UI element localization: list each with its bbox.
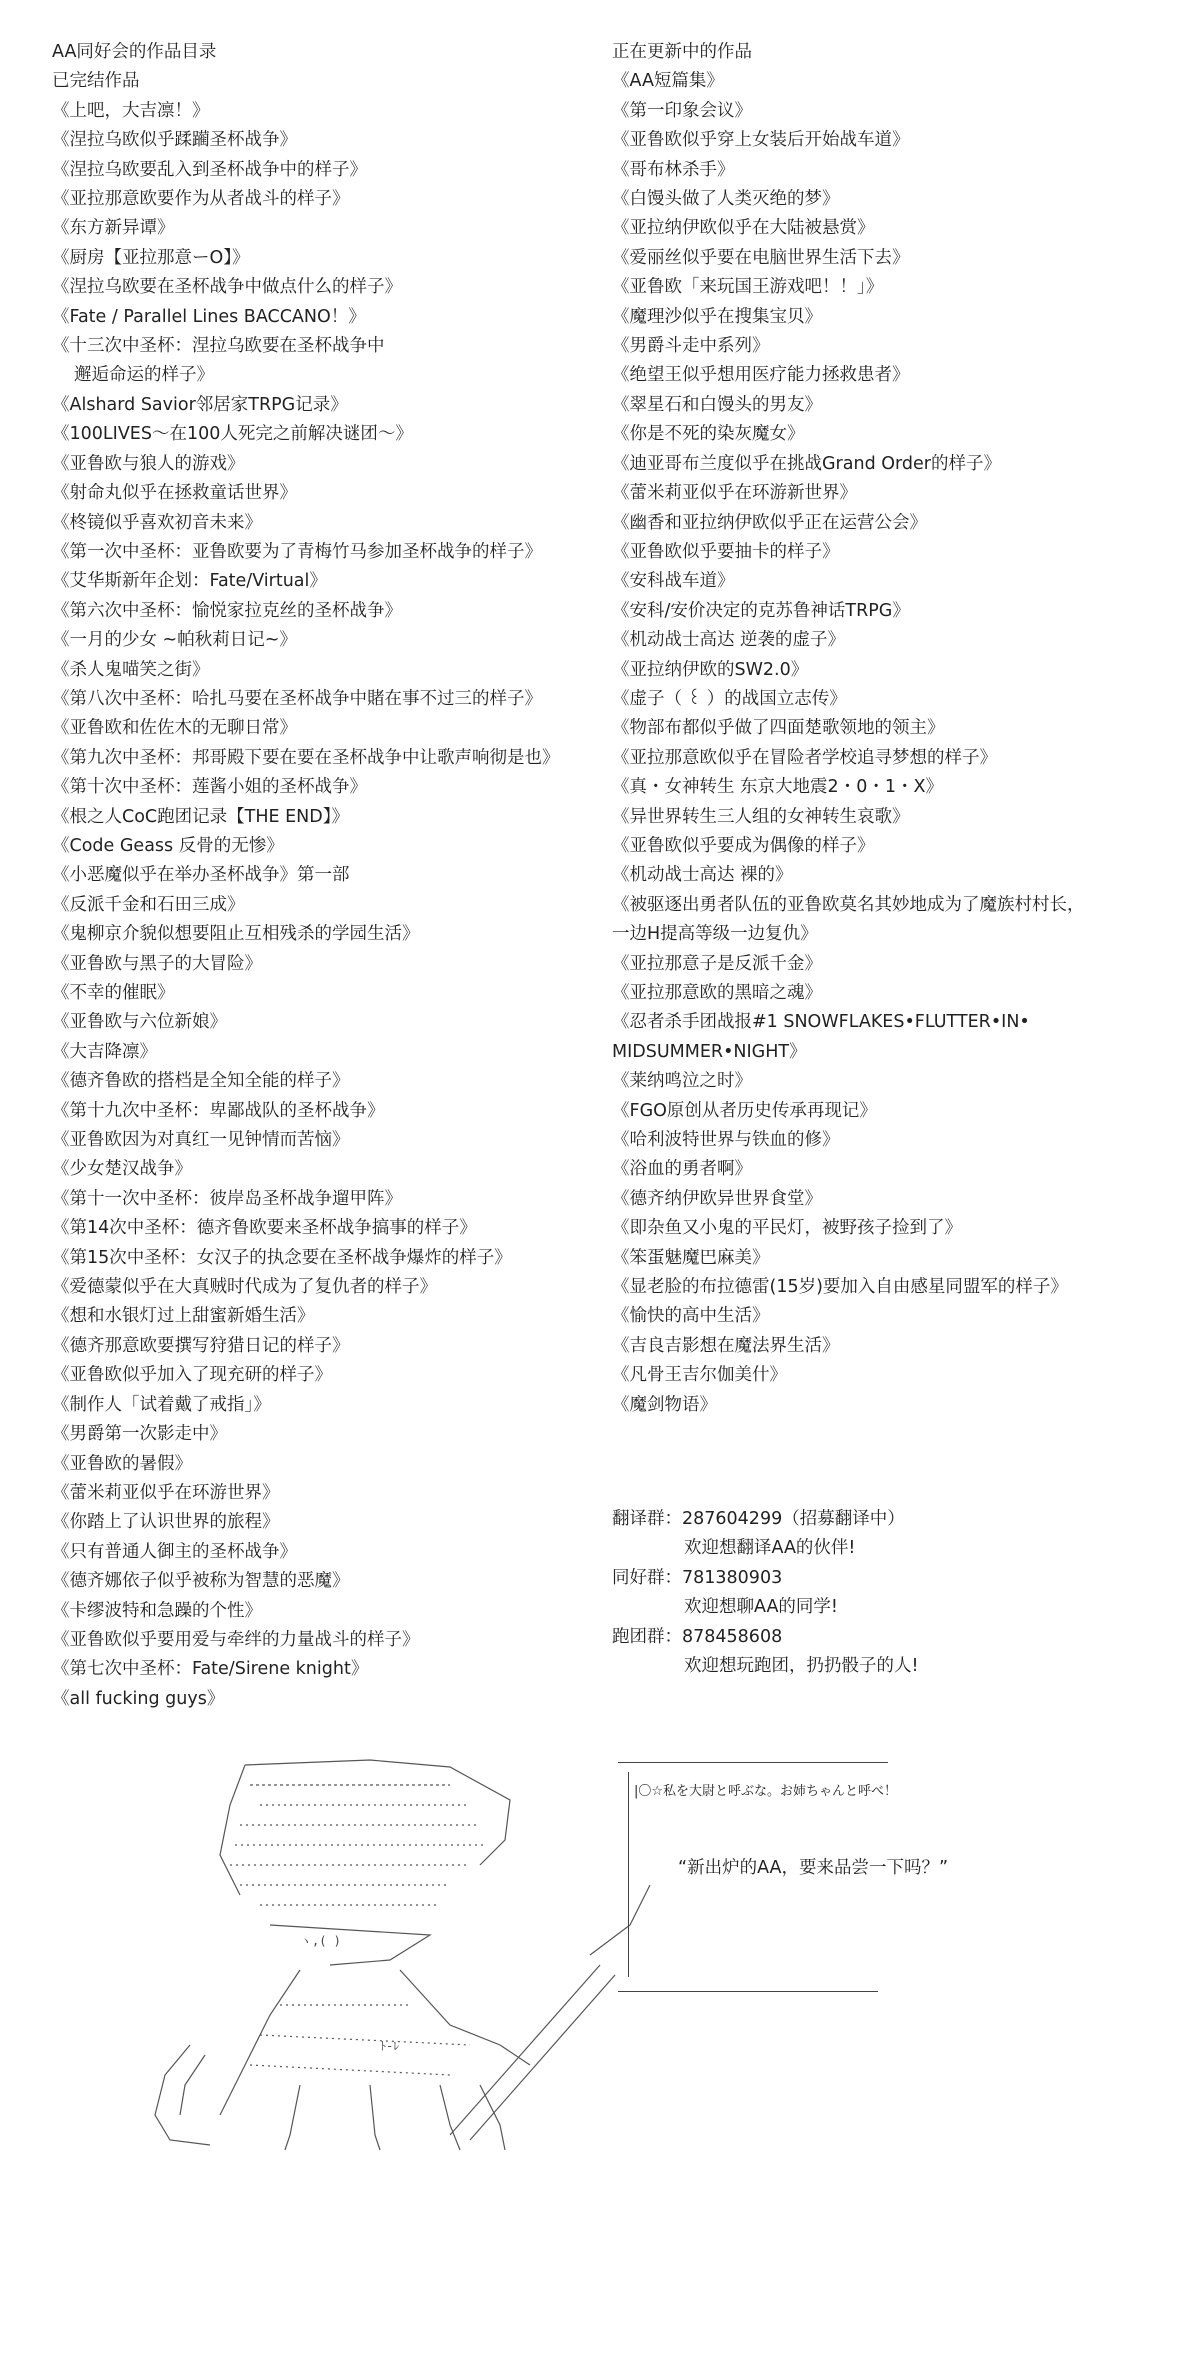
bubble-note-text: |〇☆私を大尉と呼ぶな。お姉ちゃんと呼べ！ bbox=[634, 1784, 898, 1799]
work-title: 《男爵第一次影走中》 bbox=[52, 1424, 227, 1445]
work-title: 《哈利波特世界与铁血的修》 bbox=[612, 1130, 840, 1151]
contact-row bbox=[612, 1564, 1172, 1593]
work-title: 《即杂鱼又小鬼的平民灯，被野孩子捡到了》 bbox=[612, 1218, 962, 1239]
contact-row bbox=[612, 1623, 1172, 1652]
speech-bubble bbox=[618, 1762, 1078, 1992]
group-contacts bbox=[612, 1505, 1172, 1681]
work-title: 《爱丽丝似乎要在电脑世界生活下去》 bbox=[612, 247, 910, 268]
bubble-side-border bbox=[628, 1772, 629, 1977]
work-title: 《亚拉纳伊欧似乎在大陆被悬赏》 bbox=[612, 218, 875, 239]
work-title: 《亚鲁欧似乎要成为偶像的样子》 bbox=[612, 835, 875, 856]
work-title: 《第十次中圣杯：莲酱小姐的圣杯战争》 bbox=[52, 777, 367, 798]
contact-number: 878458608 bbox=[682, 1626, 783, 1647]
work-title: 《亚鲁欧似乎要抽卡的样子》 bbox=[612, 541, 840, 562]
work-title: 《涅拉乌欧似乎蹂躏圣杯战争》 bbox=[52, 130, 297, 151]
work-title: 《亚鲁欧与黑子的大冒险》 bbox=[52, 953, 262, 974]
work-title: 《安科/安价决定的克苏鲁神话TRPG》 bbox=[612, 600, 910, 621]
work-title: 《厨房【亚拉那意ーO】》 bbox=[52, 247, 250, 268]
work-title: 《翠星石和白馒头的男友》 bbox=[612, 394, 822, 415]
work-title: 《100LIVES～在100人死完之前解决谜团～》 bbox=[52, 424, 413, 445]
work-title: 邂逅命运的样子》 bbox=[74, 365, 214, 386]
work-title: 《亚鲁欧「来玩国王游戏吧！！」》 bbox=[612, 277, 884, 298]
work-title: 《魔理沙似乎在搜集宝贝》 bbox=[612, 306, 822, 327]
work-title: 《东方新异谭》 bbox=[52, 218, 175, 239]
work-title: 《第十一次中圣杯：彼岸岛圣杯战争遛甲阵》 bbox=[52, 1188, 402, 1209]
work-title: 《小恶魔似乎在举办圣杯战争》第一部 bbox=[52, 865, 350, 886]
aa-mark-text: ﾄ-ﾚ bbox=[380, 2039, 400, 2053]
work-title: 《笨蛋魅魔巴麻美》 bbox=[612, 1247, 770, 1268]
work-title: 《德齐纳伊欧异世界食堂》 bbox=[612, 1188, 822, 1209]
ongoing-works-column bbox=[612, 38, 1192, 1420]
work-title: 《白馒头做了人类灭绝的梦》 bbox=[612, 189, 840, 210]
contact-label: 跑团群： bbox=[612, 1626, 682, 1647]
work-title: 《幽香和亚拉纳伊欧似乎正在运营公会》 bbox=[612, 512, 927, 533]
work-title: 《反派千金和石田三成》 bbox=[52, 894, 245, 915]
work-title: MIDSUMMER•NIGHT》 bbox=[612, 1041, 807, 1062]
bubble-quote-text: “新出炉的AA，要来品尝一下吗？” bbox=[678, 1858, 949, 1878]
work-title: 《你踏上了认识世界的旅程》 bbox=[52, 1512, 280, 1533]
work-title: 《鬼柳京介貌似想要阻止互相残杀的学园生活》 bbox=[52, 924, 420, 945]
work-title: 《艾华斯新年企划：Fate/Virtual》 bbox=[52, 571, 327, 592]
work-title: 《虚子（ ꒰ ）的战国立志传》 bbox=[612, 688, 847, 709]
work-title: 《射命丸似乎在拯救童话世界》 bbox=[52, 483, 297, 504]
work-title: 《第15次中圣杯：女汉子的执念要在圣杯战争爆炸的样子》 bbox=[52, 1247, 512, 1268]
work-title: 《亚拉纳伊欧的SW2.0》 bbox=[612, 659, 809, 680]
work-title: 《爱德蒙似乎在大真贼时代成为了复仇者的样子》 bbox=[52, 1277, 437, 1298]
work-title: 《亚鲁欧与狼人的游戏》 bbox=[52, 453, 245, 474]
work-title: 《德齐那意欧要撰写狩猎日记的样子》 bbox=[52, 1335, 350, 1356]
work-title: 《大吉降凛》 bbox=[52, 1041, 157, 1062]
work-title: 《第九次中圣杯：邦哥殿下要在要在圣杯战争中让歌声响彻是也》 bbox=[52, 747, 560, 768]
work-title: 《机动战士高达 裸的》 bbox=[612, 865, 793, 886]
work-title: 《杀人鬼喵笑之街》 bbox=[52, 659, 210, 680]
work-title: 《蕾米莉亚似乎在环游世界》 bbox=[52, 1482, 280, 1503]
contact-note: 欢迎想聊AA的同学! bbox=[684, 1597, 838, 1618]
work-title: 《亚鲁欧似乎要用爱与牵绊的力量战斗的样子》 bbox=[52, 1629, 420, 1650]
work-title: 《男爵斗走中系列》 bbox=[612, 336, 770, 357]
work-title: 《Code Geass 反骨的无惨》 bbox=[52, 835, 284, 856]
work-title: 《涅拉乌欧要在圣杯战争中做点什么的样子》 bbox=[52, 277, 402, 298]
work-title: 《你是不死的染灰魔女》 bbox=[612, 424, 805, 445]
contact-note: 欢迎想玩跑团，扔扔骰子的人! bbox=[684, 1656, 919, 1677]
work-title: 《亚拉那意欧似乎在冒险者学校追寻梦想的样子》 bbox=[612, 747, 997, 768]
work-title: 《凡骨王吉尔伽美什》 bbox=[612, 1365, 787, 1386]
work-title: 《不幸的催眠》 bbox=[52, 983, 175, 1003]
work-title: 《亚鲁欧和佐佐木的无聊日常》 bbox=[52, 718, 297, 739]
work-title: 《all fucking guys》 bbox=[52, 1688, 225, 1709]
work-title: 《上吧，大吉凛！》 bbox=[52, 100, 210, 121]
work-title: 《柊镜似乎喜欢初音未来》 bbox=[52, 512, 262, 533]
completed-heading: 已完结作品 bbox=[52, 71, 140, 92]
work-title: 《亚拉那意欧的黑暗之魂》 bbox=[612, 983, 822, 1003]
work-title: 《机动战士高达 逆袭的虚子》 bbox=[612, 630, 846, 651]
work-title: 《亚拉那意子是反派千金》 bbox=[612, 953, 822, 974]
work-title: 《莱纳鸣泣之时》 bbox=[612, 1071, 752, 1092]
bubble-bottom-border bbox=[618, 1991, 878, 1992]
contact-row bbox=[612, 1505, 1172, 1534]
work-title: 《蕾米莉亚似乎在环游新世界》 bbox=[612, 483, 857, 504]
work-title: 《制作人「试着戴了戒指」》 bbox=[52, 1394, 271, 1415]
contact-number: 287604299（招募翻译中） bbox=[682, 1509, 905, 1529]
work-title: 《哥布林杀手》 bbox=[612, 159, 735, 180]
work-title: 《安科战车道》 bbox=[612, 571, 735, 592]
work-title: 《真・女神转生 东京大地震2・0・1・X》 bbox=[612, 777, 943, 798]
contact-note: 欢迎想翻译AA的伙伴! bbox=[684, 1538, 856, 1559]
work-title: 《物部布都似乎做了四面楚歌领地的领主》 bbox=[612, 718, 945, 739]
work-title: 《根之人CoC跑团记录【THE END】》 bbox=[52, 806, 349, 827]
contact-label: 翻译群： bbox=[612, 1509, 682, 1529]
work-title: 《亚拉那意欧要作为从者战斗的样子》 bbox=[52, 189, 350, 210]
work-title: 《卡缪波特和急躁的个性》 bbox=[52, 1600, 262, 1621]
work-title: 《第一次中圣杯：亚鲁欧要为了青梅竹马参加圣杯战争的样子》 bbox=[52, 541, 542, 562]
work-title: 《忍者杀手团战报#1 SNOWFLAKES•FLUTTER•IN• bbox=[612, 1012, 1030, 1033]
work-title: 《吉良吉影想在魔法界生活》 bbox=[612, 1335, 840, 1356]
work-title: 《第六次中圣杯：愉悦家拉克丝的圣杯战争》 bbox=[52, 600, 402, 621]
contact-number: 781380903 bbox=[682, 1567, 783, 1588]
catalog-heading: AA同好会的作品目录 bbox=[52, 42, 217, 62]
completed-works-list bbox=[52, 97, 592, 1714]
work-title: 一边H提高等级一边复仇》 bbox=[612, 924, 818, 945]
work-title: 《德齐鲁欧的搭档是全知全能的样子》 bbox=[52, 1071, 350, 1092]
ongoing-heading: 正在更新中的作品 bbox=[612, 42, 752, 62]
work-title: 《FGO原创从者历史传承再现记》 bbox=[612, 1100, 877, 1121]
work-title: 《魔剑物语》 bbox=[612, 1394, 717, 1415]
work-title: 《愉快的高中生活》 bbox=[612, 1306, 770, 1327]
work-title: 《显老脸的布拉德雷(15岁)要加入自由感星同盟军的样子》 bbox=[612, 1277, 1068, 1298]
work-title: 《第七次中圣杯：Fate/Sirene knight》 bbox=[52, 1659, 369, 1680]
ongoing-works-list bbox=[612, 67, 1192, 1420]
work-title: 《绝望王似乎想用医疗能力拯救患者》 bbox=[612, 365, 910, 386]
work-title: 《一月的少女 ~帕秋莉日记~》 bbox=[52, 630, 297, 651]
work-title: 《亚鲁欧的暑假》 bbox=[52, 1453, 192, 1474]
work-title: 《Fate / Parallel Lines BACCANO！》 bbox=[52, 306, 366, 327]
work-title: 《亚鲁欧与六位新娘》 bbox=[52, 1012, 227, 1033]
work-title: 《AA短篇集》 bbox=[612, 71, 724, 92]
work-title: 《亚鲁欧因为对真红一见钟情而苦恼》 bbox=[52, 1130, 350, 1151]
work-title: 《十三次中圣杯：涅拉乌欧要在圣杯战争中 bbox=[52, 336, 385, 357]
work-title: 《只有普通人御主的圣杯战争》 bbox=[52, 1541, 297, 1562]
work-title: 《第一印象会议》 bbox=[612, 100, 752, 121]
completed-works-column bbox=[52, 38, 592, 1714]
work-title: 《亚鲁欧似乎加入了现充研的样子》 bbox=[52, 1365, 332, 1386]
aa-face-text: ヽ,( ) bbox=[300, 1934, 341, 1948]
work-title: 《第八次中圣杯：哈扎马要在圣杯战争中賭在事不过三的样子》 bbox=[52, 688, 542, 709]
work-title: 《浴血的勇者啊》 bbox=[612, 1159, 752, 1180]
bubble-top-border bbox=[618, 1762, 888, 1763]
work-title: 《德齐娜依子似乎被称为智慧的恶魔》 bbox=[52, 1571, 350, 1592]
contact-label: 同好群： bbox=[612, 1567, 682, 1588]
work-title: 《第十九次中圣杯：卑鄙战队的圣杯战争》 bbox=[52, 1100, 385, 1121]
work-title: 《被驱逐出勇者队伍的亚鲁欧莫名其妙地成为了魔族村村长， bbox=[612, 894, 1085, 915]
work-title: 《涅拉乌欧要乱入到圣杯战争中的样子》 bbox=[52, 159, 367, 180]
work-title: 《亚鲁欧似乎穿上女装后开始战车道》 bbox=[612, 130, 910, 151]
work-title: 《少女楚汉战争》 bbox=[52, 1159, 192, 1180]
work-title: 《第14次中圣杯：德齐鲁欧要来圣杯战争搞事的样子》 bbox=[52, 1218, 477, 1239]
work-title: 《想和水银灯过上甜蜜新婚生活》 bbox=[52, 1306, 315, 1327]
work-title: 《异世界转生三人组的女神转生哀歌》 bbox=[612, 806, 910, 827]
work-title: 《Alshard Savior邻居家TRPG记录》 bbox=[52, 394, 348, 415]
work-title: 《迪亚哥布兰度似乎在挑战Grand Order的样子》 bbox=[612, 453, 1001, 474]
